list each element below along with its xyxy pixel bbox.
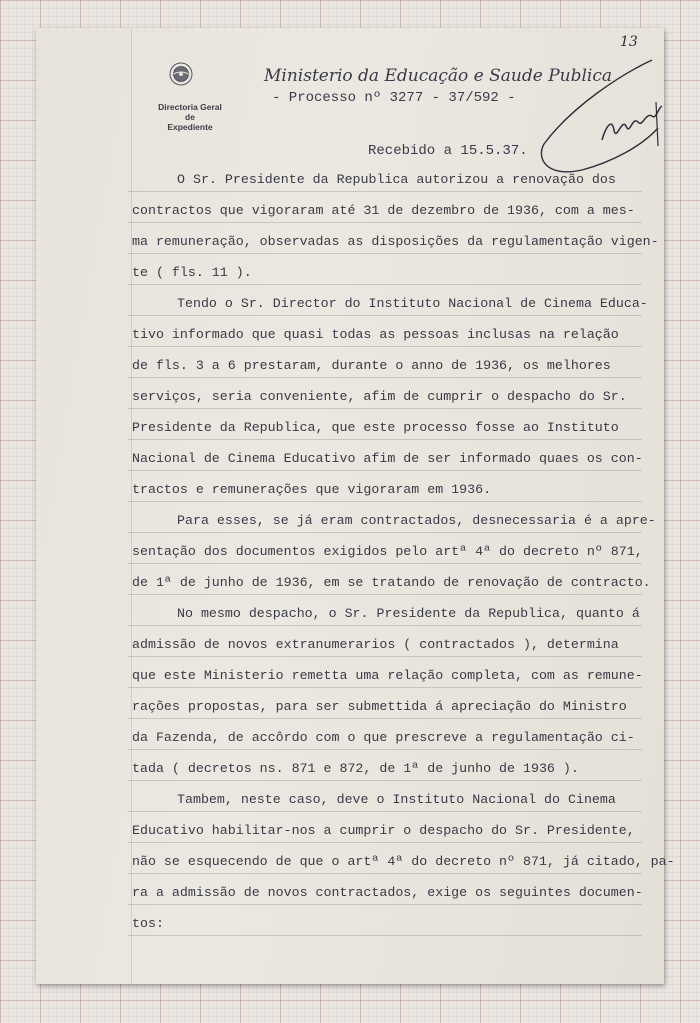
text-line: ma remuneração, observadas as disposições da regulamentação vigen- (132, 226, 632, 257)
text-line: tada ( decretos ns. 871 e 872, de 1ª de junho de 1936 ). (132, 753, 632, 784)
text-line: sentação dos documentos exigidos pelo artª 4ª do decreto nº 871, (132, 536, 632, 567)
text-line: de 1ª de junho de 1936, em se tratando de renovação de contracto. (132, 567, 632, 598)
text-line: No mesmo despacho, o Sr. Presidente da Republica, quanto á (132, 598, 632, 629)
national-seal-icon (169, 62, 193, 86)
department-line: Directoria Geral (158, 102, 222, 112)
text-line: admissão de novos extranumerarios ( contractados ), determina (132, 629, 632, 660)
text-line: ra a admissão de novos contractados, exige os seguintes documen- (132, 877, 632, 908)
process-number: - Processo nº 3277 - 37/592 - (272, 90, 516, 106)
text-line: Educativo habilitar-nos a cumprir o despacho do Sr. Presidente, (132, 815, 632, 846)
department-label (150, 102, 230, 132)
document-body (132, 164, 675, 939)
text-line: tractos e remunerações que vigoraram em 1936. (132, 474, 632, 505)
text-line: te ( fls. 11 ). (132, 257, 632, 288)
handwritten-signature-icon (532, 46, 666, 174)
ministry-heading: Ministerio da Educação e Saude Publica (264, 66, 613, 86)
text-line: rações propostas, para ser submettida á apreciação do Ministro (132, 691, 632, 722)
text-line: Tendo o Sr. Director do Instituto Nacional de Cinema Educa- (132, 288, 632, 319)
text-line: de fls. 3 a 6 prestaram, durante o anno de 1936, os melhores (132, 350, 632, 381)
text-line: Nacional de Cinema Educativo afim de ser informado quaes os con- (132, 443, 632, 474)
department-line: Expediente (167, 122, 213, 132)
text-line: contractos que vigoraram até 31 de dezembro de 1936, com a mes- (132, 195, 632, 226)
text-line: não se esquecendo de que o artª 4ª do decreto nº 871, já citado, pa- (132, 846, 632, 877)
text-line: O Sr. Presidente da Republica autorizou a renovação dos (132, 164, 632, 195)
document-sheet (36, 28, 675, 984)
text-line: Presidente da Republica, que este processo fosse ao Instituto (132, 412, 632, 443)
text-line: Para esses, se já eram contractados, desnecessaria é a apre- (132, 505, 632, 536)
text-line: da Fazenda, de accôrdo com o que prescreve a regulamentação ci- (132, 722, 632, 753)
department-line: de (185, 112, 195, 122)
text-line: que este Ministerio remetta uma relação completa, com as remune- (132, 660, 632, 691)
text-line: tos: (132, 908, 632, 939)
text-line: tivo informado que quasi todas as pessoas inclusas na relação (132, 319, 632, 350)
page-number: 13 (620, 34, 638, 50)
text-line: Tambem, neste caso, deve o Instituto Nacional do Cinema (132, 784, 632, 815)
received-date: Recebido a 15.5.37. (368, 143, 528, 159)
text-line: serviços, seria conveniente, afim de cumprir o despacho do Sr. (132, 381, 632, 412)
